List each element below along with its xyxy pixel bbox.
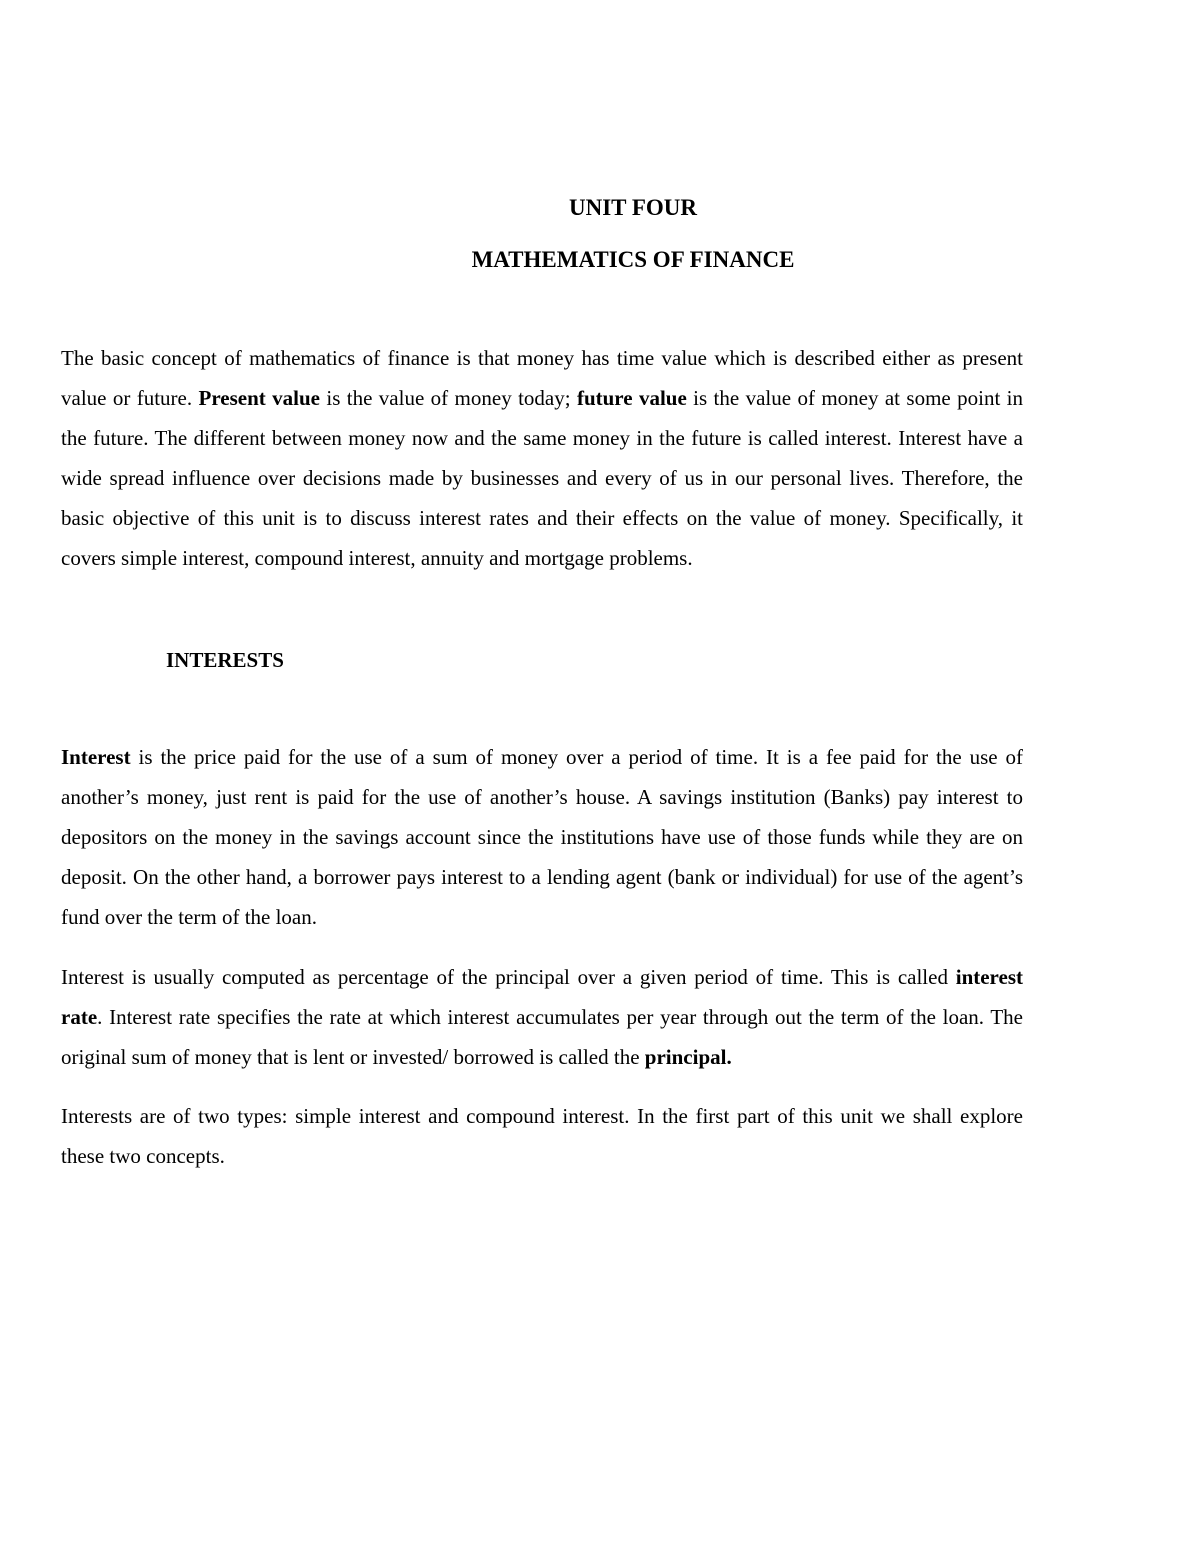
interest-rate-paragraph xyxy=(61,957,1023,1077)
future-value-term: future value xyxy=(576,386,687,410)
interest-rate-text-2: . Interest rate specifies the rate at which interest accumulates per year through out the term of the loan. The original sum of money that is lent or invested/ borrowed is called the xyxy=(61,1005,1023,1069)
interest-types-paragraph: Interests are of two types: simple interest and compound interest. In the first part of this unit we shall explore these two concepts. xyxy=(61,1104,1023,1168)
intro-paragraph xyxy=(61,338,1023,578)
interest-rate-text-1: Interest is usually computed as percentage of the principal over a given period of time. This is called xyxy=(61,965,956,989)
interest-definition-text: is the price paid for the use of a sum of money over a period of time. It is a fee paid for the use of another’s money, just rent is paid for the use of another’s house. A savings institution (Banks) pay interest to depositors on the money in the savings account since the institutions have use of those funds while they are on deposit. On the other hand, a borrower pays interest to a lending agent (bank or individual) for use of the agent’s fund over the term of the loan. xyxy=(61,745,1023,929)
document-title: MATHEMATICS OF FINANCE xyxy=(471,247,795,272)
section-heading-interests: INTERESTS xyxy=(166,648,284,672)
intro-text-2: is the value of money today; xyxy=(320,386,577,410)
interest-definition-paragraph xyxy=(61,737,1023,937)
present-value-term: Present value xyxy=(198,386,320,410)
intro-text-3: is the value of money at some point in the future. The different between money now and the same money in the future is called interest. Interest have a wide spread influence over decisions made by businesses and every of us in our personal lives. Therefore, the basic objective of this unit is to discuss interest rates and their effects on the value of money. Specifically, it covers simple interest, compound interest, annuity and mortgage problems. xyxy=(61,386,1023,570)
principal-term: principal. xyxy=(644,1045,732,1069)
interest-rate-term: interest rate xyxy=(61,965,1023,1029)
unit-title: UNIT FOUR xyxy=(568,195,697,220)
intro-text-1: The basic concept of mathematics of finance is that money has time value which is described either as present value or future. xyxy=(61,346,1023,410)
interest-term: Interest xyxy=(61,745,131,769)
